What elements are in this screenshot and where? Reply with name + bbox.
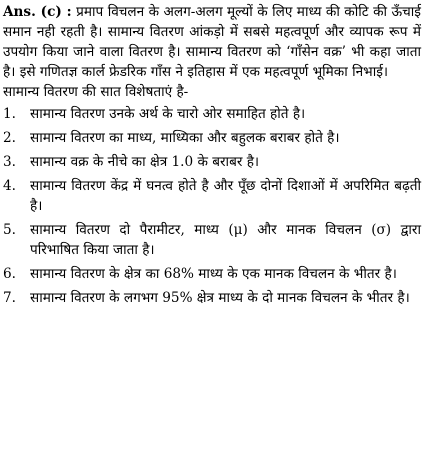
list-item: [3, 128, 421, 148]
list-item-number: 4.: [3, 178, 16, 194]
list-item: [3, 176, 421, 216]
characteristics-heading: सामान्य वितरण की सात विशेषताएं है-: [3, 84, 189, 100]
characteristics-list: [3, 104, 421, 308]
list-item-number: 2.: [3, 130, 16, 146]
list-item: [3, 152, 421, 172]
list-item: [3, 104, 421, 124]
list-item-text: सामान्य वितरण के क्षेत्र का 68% माध्य के एक मानक विचलन के भीतर है।: [30, 266, 397, 282]
list-item-text: सामान्य वितरण के लगभग 95% क्षेत्र माध्य के दो मानक विचलन के भीतर है।: [30, 290, 410, 306]
list-item-text: सामान्य वितरण केंद्र में घनत्व होते है और पूँछ दोनों दिशाओं में अपरिमित बढ़ती है।: [30, 178, 421, 214]
list-item-text: सामान्य वितरण उनके अर्थ के चारो ओर समाहित होते है।: [30, 106, 306, 122]
list-item: [3, 264, 421, 284]
list-item-number: 6.: [3, 266, 16, 282]
list-item-text: सामान्य वितरण का माध्य, माध्यिका और बहुलक बराबर होते है।: [30, 130, 340, 146]
answer-paragraph: [3, 2, 421, 82]
list-item-text: सामान्य वितरण दो पैरामीटर, माध्य (μ) और मानक विचलन (σ) द्वारा परिभाषित किया जाता है।: [30, 222, 421, 258]
list-item: [3, 220, 421, 260]
list-item-number: 1.: [3, 106, 16, 122]
answer-text: प्रमाप विचलन के अलग-अलग मूल्यों के लिए माध्य की कोटि की ऊँचाई समान नही रहती है। सामान्य वितरण आंकड़ो में सबसे महत्वपूर्ण और व्यापक रूप में उपयोग किया जाने वाला वितरण है। सामान्य वितरण को ‘गाँसेन वक्र’ भी कहा जाता है। इसे गणितज्ञ कार्ल फ्रेडरिक गाँस ने इतिहास में एक महत्वपूर्ण भूमिका निभाई।: [3, 4, 421, 80]
list-item-number: 5.: [3, 222, 16, 238]
list-item: [3, 288, 421, 308]
answer-label: Ans. (c) :: [3, 4, 72, 20]
list-item-text: सामान्य वक्र के नीचे का क्षेत्र 1.0 के बराबर है।: [30, 154, 260, 170]
list-item-number: 7.: [3, 290, 16, 306]
list-item-number: 3.: [3, 154, 16, 170]
